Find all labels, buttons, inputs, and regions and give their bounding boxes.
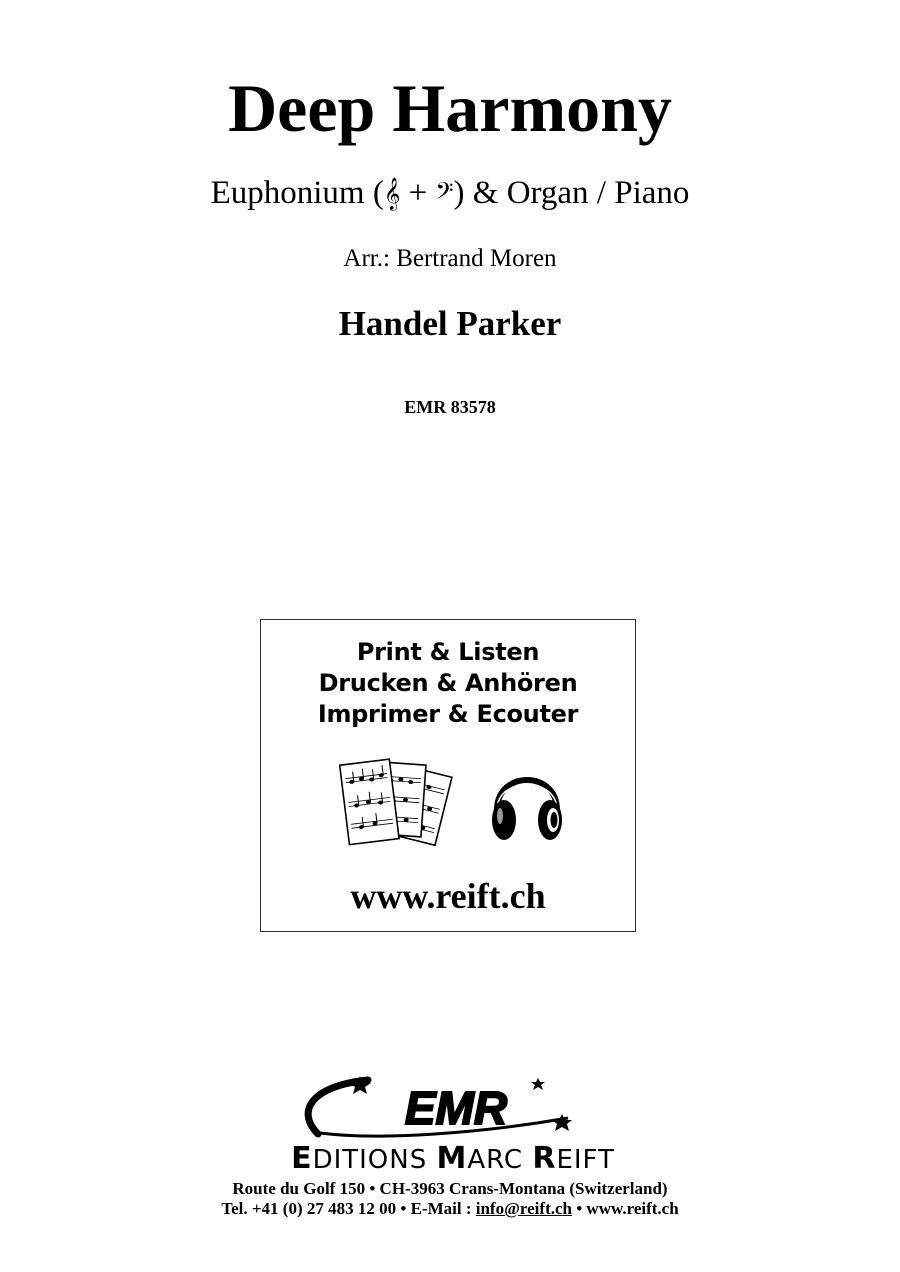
catalog-number: EMR 83578 xyxy=(404,397,496,417)
promo-illustration xyxy=(339,752,569,857)
composer: Handel Parker xyxy=(338,304,562,343)
contact-phone: Tel. +41 (0) 27 483 12 00 • E-Mail : xyxy=(221,1199,476,1218)
promo-line-english: Print & Listen xyxy=(356,638,540,666)
title: Deep Harmony xyxy=(228,70,672,146)
instrumentation-suffix: ) & Organ / Piano xyxy=(453,175,690,211)
print-listen-box xyxy=(260,619,636,932)
instrumentation xyxy=(0,177,900,210)
instrumentation-prefix: Euphonium ( xyxy=(210,175,384,211)
publisher-address: Route du Golf 150 • CH-3963 Crans-Montana (Switzerland) xyxy=(232,1179,668,1198)
treble-clef-icon: 𝄞 xyxy=(383,177,401,210)
email-link[interactable]: info@reift.ch xyxy=(475,1199,572,1218)
instrumentation-plus: + xyxy=(400,175,436,211)
arranger: Arr.: Bertrand Moren xyxy=(343,245,557,272)
promo-line-french: Imprimer & Ecouter xyxy=(317,700,579,728)
emr-logo xyxy=(238,1072,668,1172)
promo-line-german: Drucken & Anhören xyxy=(318,669,578,697)
emr-logo-text: EMR xyxy=(404,1082,508,1134)
contact-website: • www.reift.ch xyxy=(571,1199,679,1218)
bass-clef-icon: 𝄢 xyxy=(435,177,454,210)
publisher-name: EDITIONS MARC REIFT xyxy=(291,1141,615,1172)
sheet-music-icon xyxy=(340,759,452,845)
headphones-icon xyxy=(492,780,562,840)
publisher-contact xyxy=(0,1200,900,1217)
promo-website-link[interactable]: www.reift.ch xyxy=(350,876,546,916)
